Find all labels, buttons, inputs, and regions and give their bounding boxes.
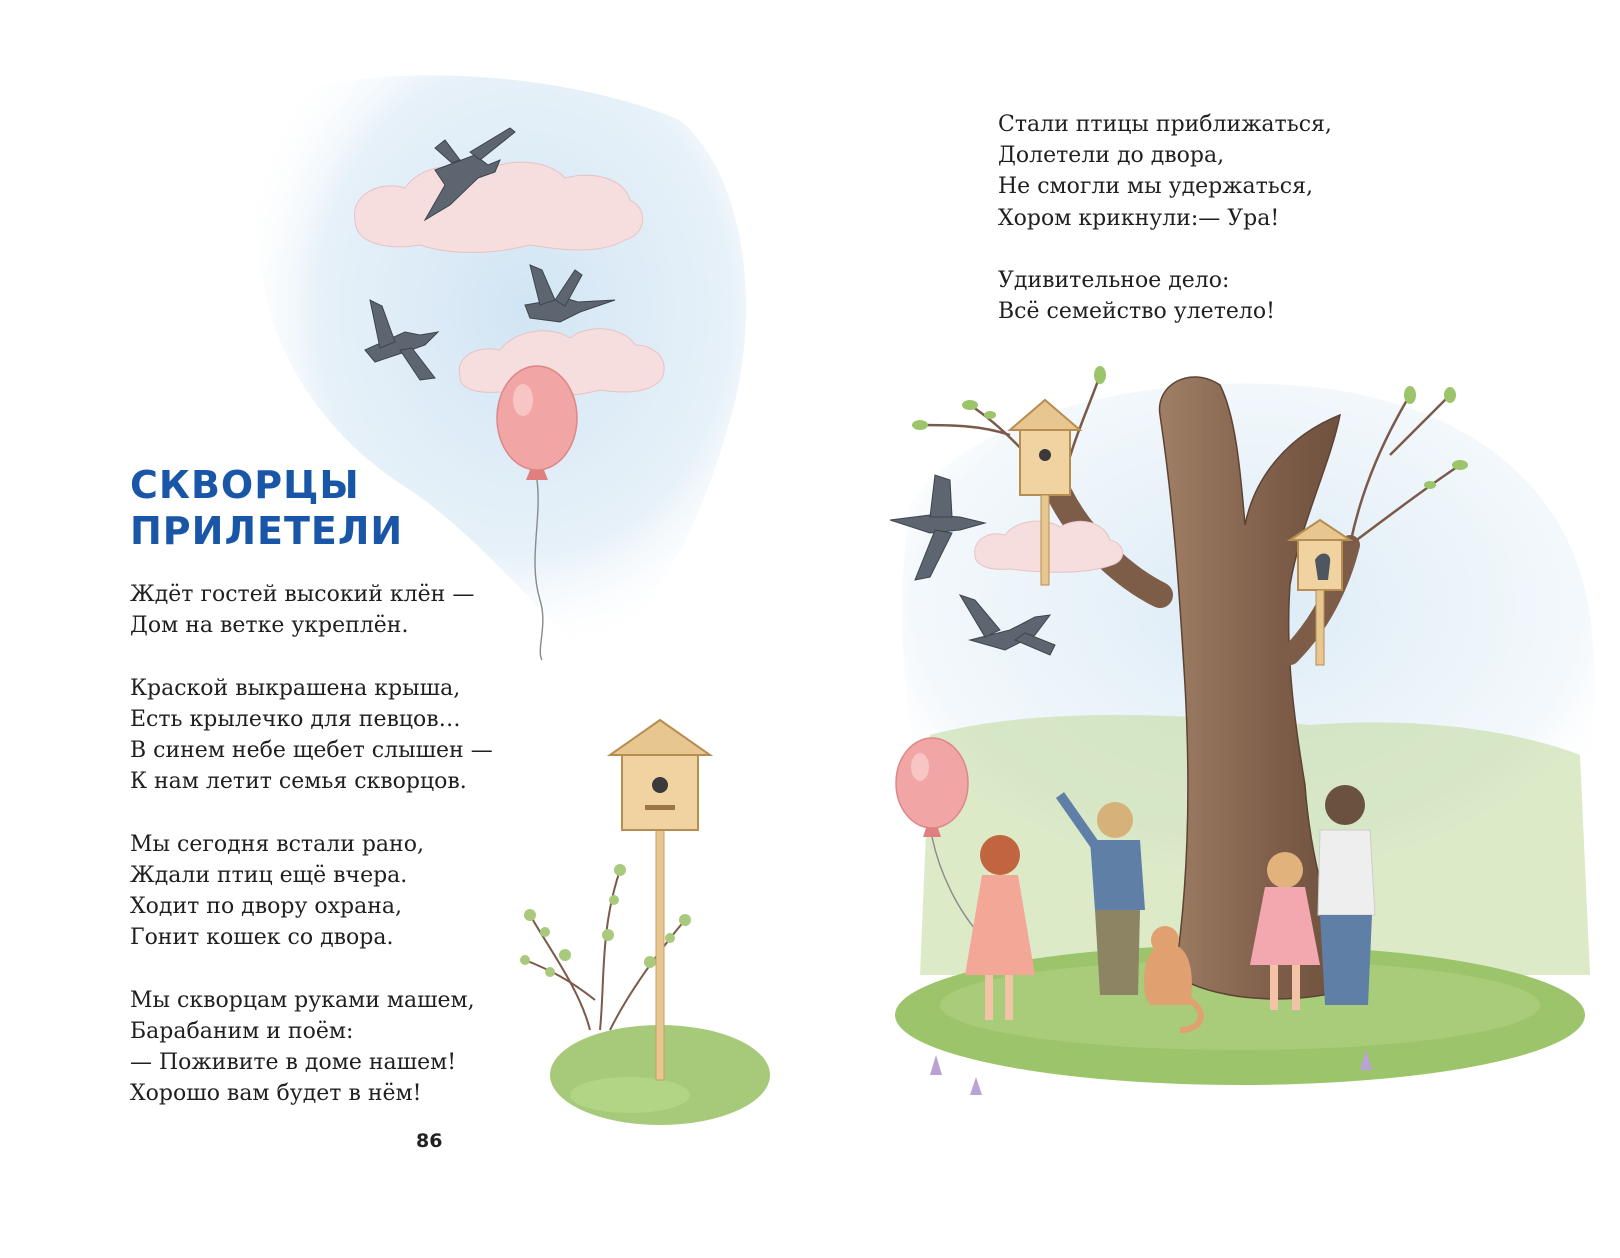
stanza <box>998 109 1332 234</box>
poem-line: Ждали птиц ещё вчера. <box>130 862 408 888</box>
poem-line: Дом на ветке укреплён. <box>130 613 409 639</box>
title-line: ПРИЛЕТЕЛИ <box>130 509 404 553</box>
poem-line: Есть крылечко для певцов… <box>130 706 461 732</box>
poem-line: Не смогли мы удержаться, <box>998 174 1313 200</box>
poem-line: Краской выкрашена крыша, <box>130 675 461 701</box>
poem-line: Долетели до двора, <box>998 143 1225 169</box>
poem-line: Удивительное дело: <box>998 268 1230 293</box>
stanza <box>130 579 493 641</box>
poem-line: Мы скворцам руками машем, <box>130 987 475 1013</box>
poem-line: Мы сегодня встали рано, <box>130 831 424 857</box>
page-number: 86 <box>416 1130 443 1152</box>
stanza <box>130 985 493 1110</box>
poem-text-left <box>130 579 493 1109</box>
poem-line: Ждёт гостей высокий клён — <box>130 582 475 607</box>
title-line: СКВОРЦЫ <box>130 463 360 507</box>
poem-line: Всё семейство улетело! <box>998 299 1275 325</box>
birdhouse-on-pole-illustration <box>510 700 770 1140</box>
stanza <box>130 673 493 798</box>
poem-line: К нам летит семья скворцов. <box>130 769 467 795</box>
bush-leaves <box>520 864 691 977</box>
poem-line: В синем небе щебет слышен — <box>130 738 493 763</box>
poem-line: Ходит по двору охрана, <box>130 894 403 919</box>
stanza <box>998 265 1332 327</box>
pole <box>656 820 664 1080</box>
poem-line: Гонит кошек со двора. <box>130 925 394 951</box>
poem-line: Барабаним и поём: <box>130 1018 354 1044</box>
birdhouse-icon <box>610 720 710 830</box>
poem-line: Хором крикнули:— Ура! <box>998 205 1280 231</box>
stanza <box>130 829 493 954</box>
children-under-tree-illustration <box>890 355 1610 1145</box>
poem-text-right <box>998 109 1332 327</box>
poem-line: Хорошо вам будет в нём! <box>130 1081 422 1107</box>
poem-title <box>130 462 403 554</box>
poem-line: — Поживите в доме нашем! <box>130 1050 457 1075</box>
poem-line: Стали птицы приближаться, <box>998 112 1332 137</box>
